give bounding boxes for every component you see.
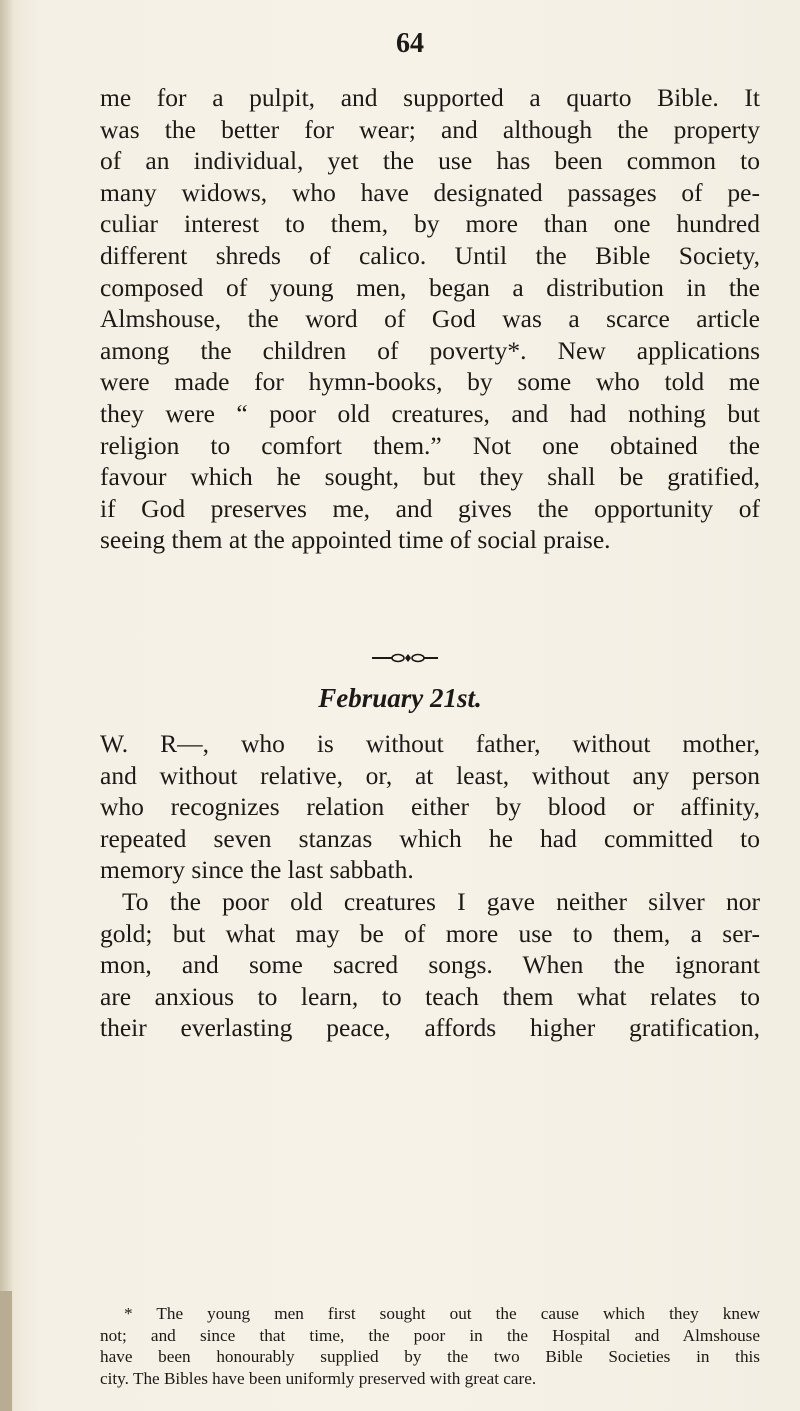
text-line: and without relative, or, at least, without any person	[100, 760, 760, 790]
section-divider-ornament	[370, 652, 440, 664]
text-line: favour which he sought, but they shall be gratified,	[100, 462, 760, 492]
text-line: are anxious to learn, to teach them what relates to	[100, 981, 760, 1011]
text-line: repeated seven stanzas which he had committed to	[100, 823, 760, 853]
text-line: different shreds of calico. Until the Bible Society,	[100, 240, 760, 270]
text-line: their everlasting peace, affords higher gratification,	[100, 1013, 760, 1043]
text-line: who recognizes relation either by blood or affinity,	[100, 792, 760, 822]
text-line: mon, and some sacred songs. When the ignorant	[100, 950, 760, 980]
text-line: many widows, who have designated passages of pe-	[100, 177, 760, 207]
text-line: if God preserves me, and gives the opportunity of	[100, 493, 760, 523]
footnote-line: * The young men first sought out the cause which they knew	[124, 1304, 760, 1323]
paragraph-1	[100, 82, 760, 556]
text-line: seeing them at the appointed time of social praise.	[100, 525, 611, 555]
text-line: W. R—, who is without father, without mother,	[100, 729, 760, 758]
footnote	[100, 1303, 760, 1389]
text-line: To the poor old creatures I gave neither silver nor	[122, 886, 760, 916]
entry-date-heading: February 21st.	[318, 683, 482, 713]
page-number: 64	[396, 28, 424, 59]
body-continued	[100, 728, 760, 1044]
page-edge-mark	[0, 1291, 12, 1411]
text-line: among the children of poverty*. New applications	[100, 335, 760, 365]
text-line: of an individual, yet the use has been common to	[100, 146, 760, 176]
footnote-line: city. The Bibles have been uniformly preserved with great care.	[100, 1368, 537, 1388]
text-line: were made for hymn-books, by some who told me	[100, 367, 760, 397]
footnote-line: not; and since that time, the poor in the Hospital and Almshouse	[100, 1325, 760, 1345]
text-line: gold; but what may be of more use to them, a ser-	[100, 918, 760, 948]
text-line: memory since the last sabbath.	[100, 855, 414, 885]
text-line: culiar interest to them, by more than one hundred	[100, 209, 760, 239]
text-line: religion to comfort them.” Not one obtained the	[100, 430, 760, 460]
text-line: composed of young men, began a distribution in the	[100, 272, 760, 302]
footnote-line: have been honourably supplied by the two Bible Societies in this	[100, 1347, 760, 1366]
text-line: Almshouse, the word of God was a scarce article	[100, 304, 760, 334]
text-line: they were “ poor old creatures, and had nothing but	[100, 398, 760, 428]
text-line: was the better for wear; and although the property	[100, 114, 760, 144]
text-line: me for a pulpit, and supported a quarto Bible. It	[100, 83, 760, 112]
